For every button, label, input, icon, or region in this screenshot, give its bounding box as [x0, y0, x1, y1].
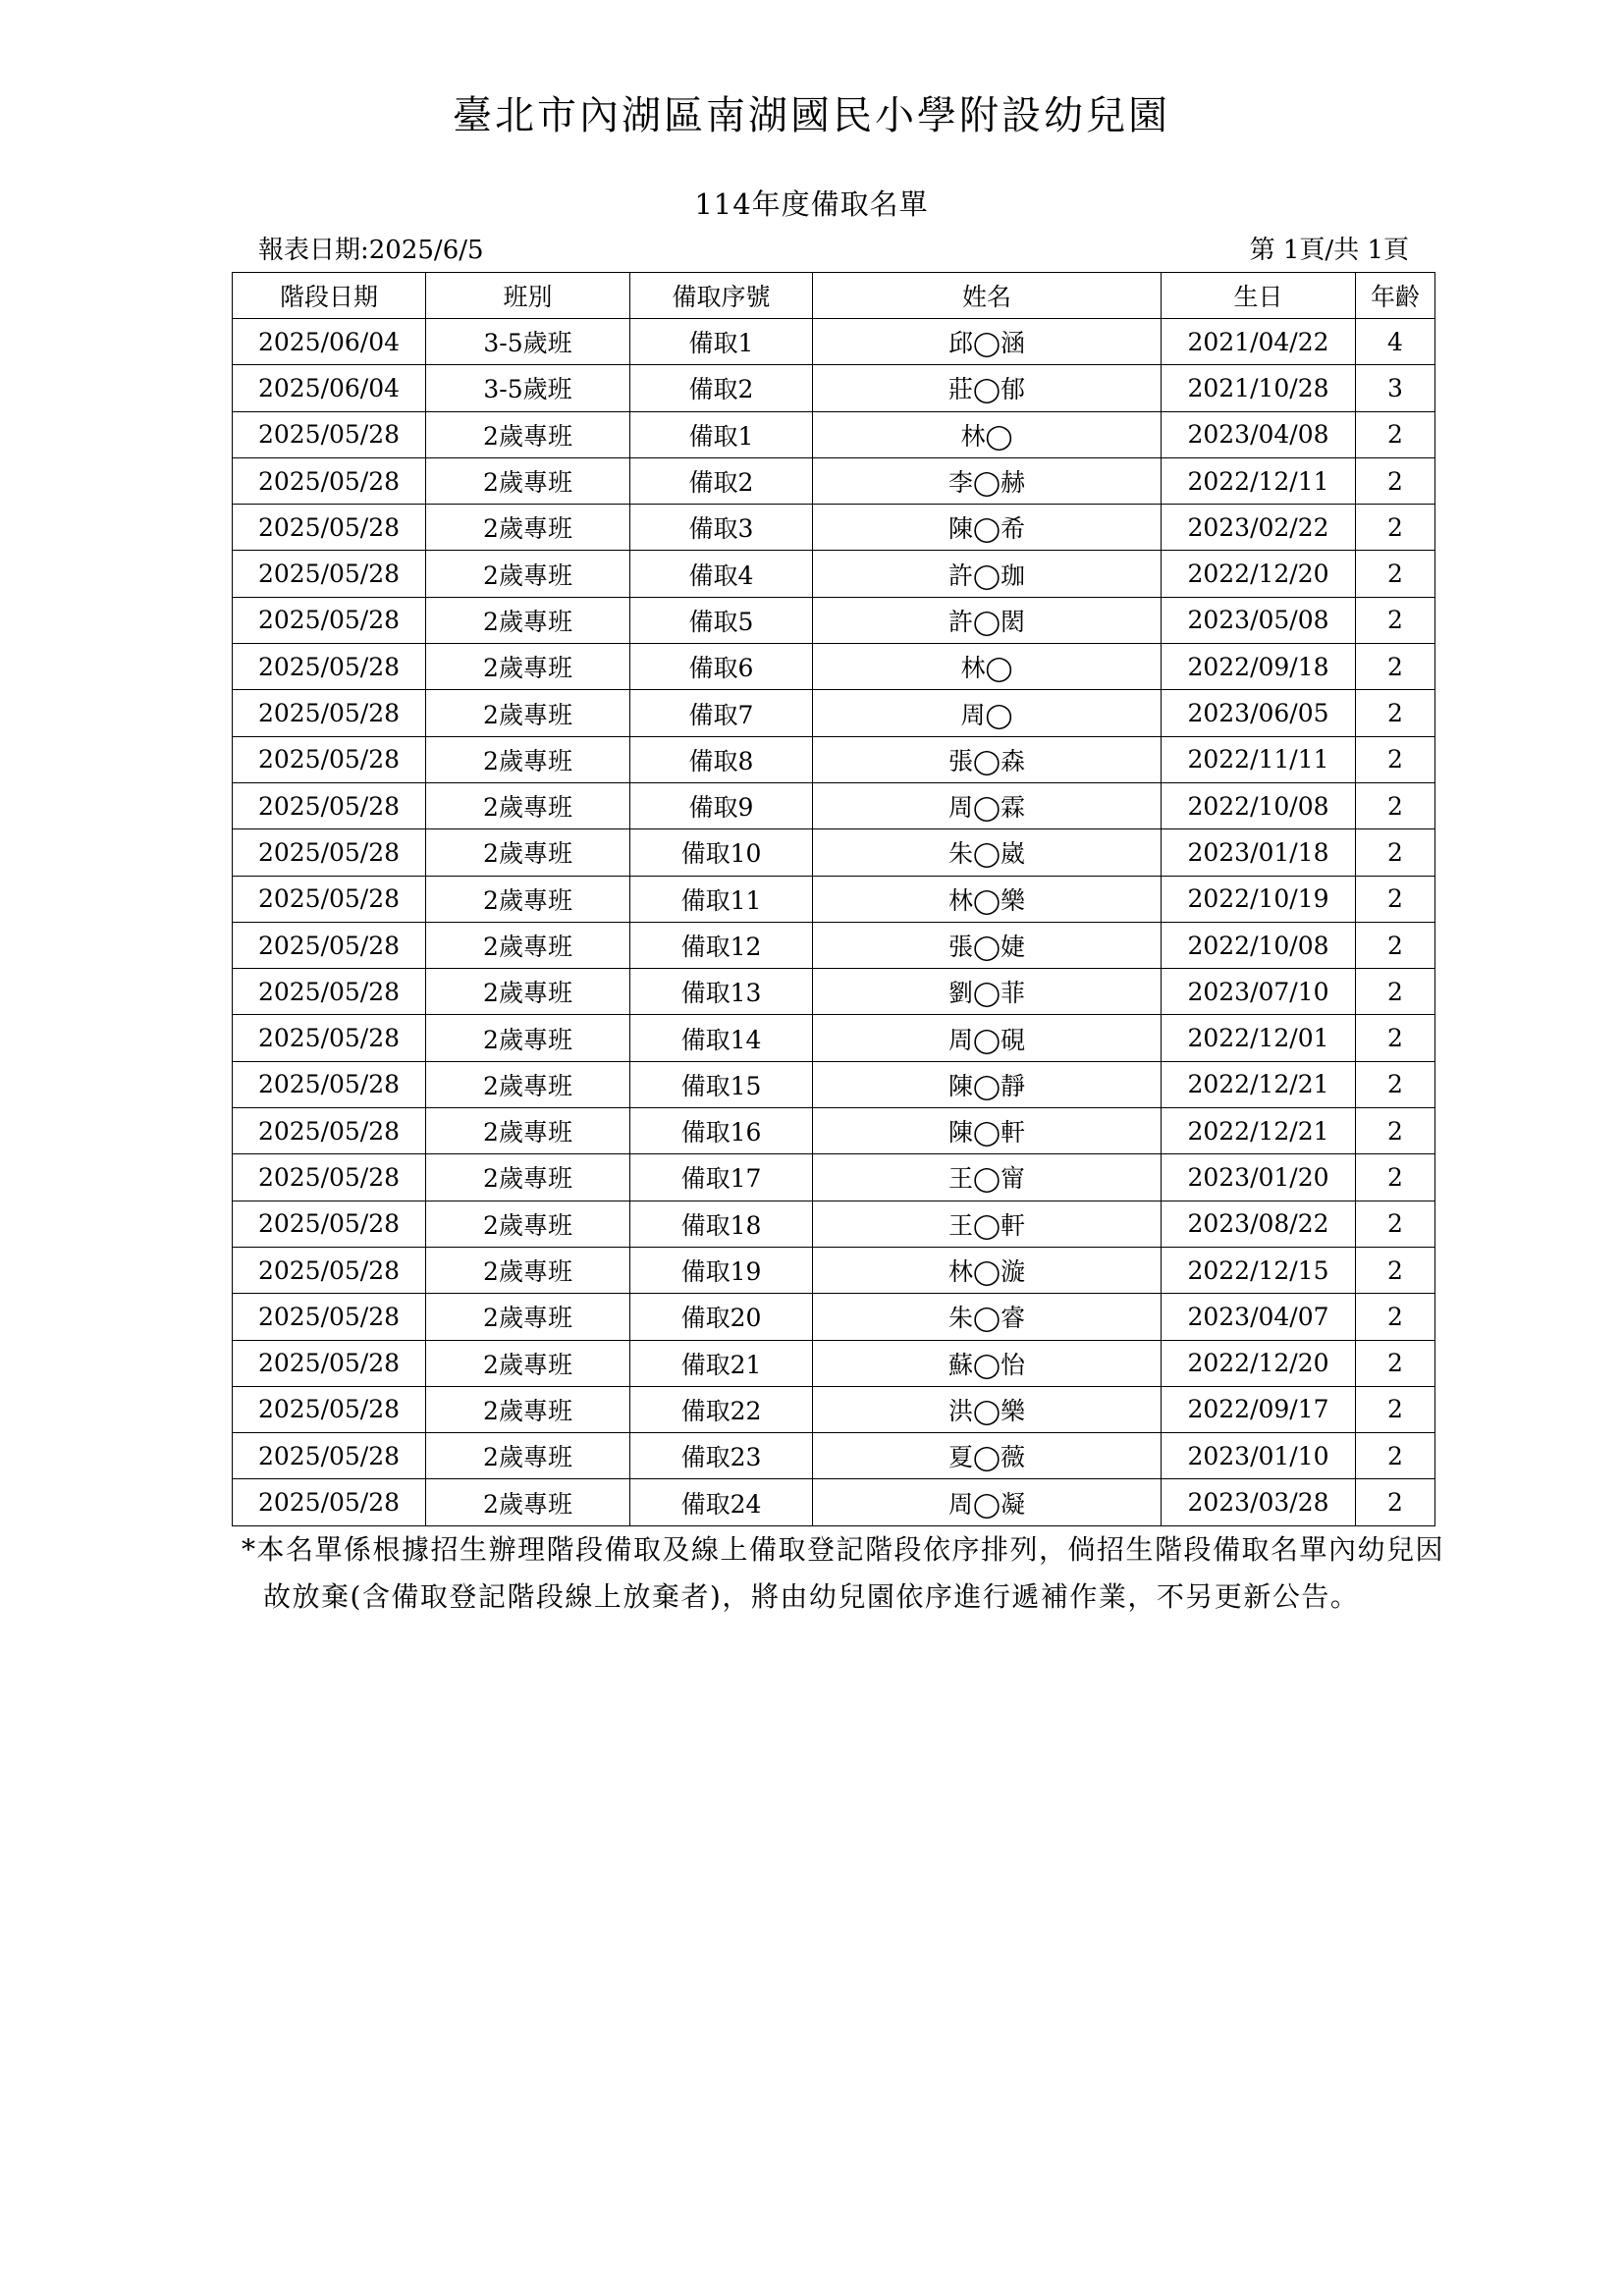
cell-stage-date: 2025/05/28 [233, 969, 426, 1015]
cell-age: 2 [1356, 736, 1435, 782]
cell-birthday: 2022/10/08 [1162, 782, 1356, 828]
cell-birthday: 2023/01/20 [1162, 1154, 1356, 1201]
cell-class: 2歲專班 [426, 1386, 630, 1432]
cell-age: 2 [1356, 1061, 1435, 1107]
cell-age: 2 [1356, 1247, 1435, 1293]
cell-name: 林◯樂 [813, 876, 1162, 922]
cell-birthday: 2022/12/11 [1162, 457, 1356, 504]
cell-birthday: 2023/01/18 [1162, 829, 1356, 876]
table-row [233, 782, 1435, 828]
cell-name: 陳◯靜 [813, 1061, 1162, 1107]
cell-stage-date: 2025/05/28 [233, 1247, 426, 1293]
cell-class: 2歲專班 [426, 505, 630, 551]
cell-class: 2歲專班 [426, 1015, 630, 1061]
cell-birthday: 2022/12/15 [1162, 1247, 1356, 1293]
table-row [233, 457, 1435, 504]
cell-age: 2 [1356, 782, 1435, 828]
cell-birthday: 2023/04/07 [1162, 1294, 1356, 1340]
cell-class: 2歲專班 [426, 551, 630, 597]
cell-stage-date: 2025/05/28 [233, 829, 426, 876]
cell-age: 2 [1356, 1015, 1435, 1061]
cell-class: 2歲專班 [426, 690, 630, 736]
cell-name: 許◯閎 [813, 597, 1162, 643]
cell-class: 2歲專班 [426, 1479, 630, 1525]
cell-class: 2歲專班 [426, 457, 630, 504]
cell-name: 許◯珈 [813, 551, 1162, 597]
cell-waitlist-number: 備取2 [630, 457, 813, 504]
cell-class: 2歲專班 [426, 829, 630, 876]
cell-birthday: 2023/04/08 [1162, 411, 1356, 457]
cell-age: 2 [1356, 411, 1435, 457]
cell-name: 林◯漩 [813, 1247, 1162, 1293]
cell-age: 2 [1356, 597, 1435, 643]
cell-name: 洪◯樂 [813, 1386, 1162, 1432]
table-row [233, 551, 1435, 597]
header-stage-date: 階段日期 [233, 273, 426, 319]
header-birthday: 生日 [1162, 273, 1356, 319]
cell-class: 2歲專班 [426, 1340, 630, 1386]
cell-class: 2歲專班 [426, 782, 630, 828]
cell-class: 2歲專班 [426, 644, 630, 690]
cell-name: 周◯硯 [813, 1015, 1162, 1061]
cell-stage-date: 2025/05/28 [233, 876, 426, 922]
cell-class: 2歲專班 [426, 411, 630, 457]
cell-stage-date: 2025/05/28 [233, 1386, 426, 1432]
table-row [233, 1386, 1435, 1432]
cell-waitlist-number: 備取23 [630, 1433, 813, 1479]
cell-class: 2歲專班 [426, 1294, 630, 1340]
cell-waitlist-number: 備取11 [630, 876, 813, 922]
cell-name: 朱◯崴 [813, 829, 1162, 876]
cell-age: 2 [1356, 1154, 1435, 1201]
cell-waitlist-number: 備取5 [630, 597, 813, 643]
cell-age: 2 [1356, 1340, 1435, 1386]
cell-name: 張◯森 [813, 736, 1162, 782]
table-body [233, 319, 1435, 1526]
cell-class: 2歲專班 [426, 876, 630, 922]
table-row [233, 1340, 1435, 1386]
table-row [233, 1061, 1435, 1107]
cell-waitlist-number: 備取24 [630, 1479, 813, 1525]
cell-waitlist-number: 備取15 [630, 1061, 813, 1107]
cell-waitlist-number: 備取16 [630, 1108, 813, 1154]
page-info: 第 1頁/共 1頁 [1249, 236, 1409, 265]
cell-waitlist-number: 備取9 [630, 782, 813, 828]
cell-class: 2歲專班 [426, 1201, 630, 1247]
cell-name: 莊◯郁 [813, 365, 1162, 411]
table-header-row [233, 273, 1435, 319]
cell-birthday: 2022/12/21 [1162, 1108, 1356, 1154]
cell-age: 2 [1356, 644, 1435, 690]
cell-age: 2 [1356, 1108, 1435, 1154]
cell-class: 3-5歲班 [426, 365, 630, 411]
cell-stage-date: 2025/05/28 [233, 1340, 426, 1386]
cell-age: 2 [1356, 1294, 1435, 1340]
cell-stage-date: 2025/05/28 [233, 782, 426, 828]
cell-age: 2 [1356, 1479, 1435, 1525]
cell-class: 2歲專班 [426, 969, 630, 1015]
cell-waitlist-number: 備取3 [630, 505, 813, 551]
cell-birthday: 2022/12/21 [1162, 1061, 1356, 1107]
table-row [233, 597, 1435, 643]
cell-stage-date: 2025/05/28 [233, 457, 426, 504]
cell-birthday: 2022/11/11 [1162, 736, 1356, 782]
cell-birthday: 2022/10/08 [1162, 922, 1356, 968]
cell-age: 2 [1356, 1201, 1435, 1247]
cell-stage-date: 2025/05/28 [233, 1061, 426, 1107]
table-row [233, 829, 1435, 876]
page-title: 臺北市內湖區南湖國民小學附設幼兒園 [453, 93, 1170, 138]
cell-birthday: 2022/09/17 [1162, 1386, 1356, 1432]
cell-name: 王◯軒 [813, 1201, 1162, 1247]
cell-waitlist-number: 備取7 [630, 690, 813, 736]
table-row [233, 319, 1435, 365]
cell-name: 陳◯軒 [813, 1108, 1162, 1154]
cell-class: 3-5歲班 [426, 319, 630, 365]
cell-birthday: 2022/12/20 [1162, 551, 1356, 597]
cell-name: 林◯ [813, 644, 1162, 690]
table-row [233, 365, 1435, 411]
cell-class: 2歲專班 [426, 1061, 630, 1107]
cell-birthday: 2023/07/10 [1162, 969, 1356, 1015]
cell-name: 周◯ [813, 690, 1162, 736]
cell-stage-date: 2025/05/28 [233, 922, 426, 968]
cell-class: 2歲專班 [426, 1433, 630, 1479]
cell-stage-date: 2025/05/28 [233, 505, 426, 551]
cell-stage-date: 2025/05/28 [233, 597, 426, 643]
cell-stage-date: 2025/05/28 [233, 1108, 426, 1154]
cell-birthday: 2021/04/22 [1162, 319, 1356, 365]
cell-waitlist-number: 備取1 [630, 319, 813, 365]
cell-stage-date: 2025/05/28 [233, 690, 426, 736]
cell-waitlist-number: 備取10 [630, 829, 813, 876]
cell-class: 2歲專班 [426, 1247, 630, 1293]
cell-birthday: 2022/09/18 [1162, 644, 1356, 690]
cell-stage-date: 2025/05/28 [233, 1433, 426, 1479]
cell-birthday: 2023/08/22 [1162, 1201, 1356, 1247]
cell-age: 2 [1356, 505, 1435, 551]
cell-stage-date: 2025/05/28 [233, 551, 426, 597]
cell-class: 2歲專班 [426, 1154, 630, 1201]
cell-stage-date: 2025/05/28 [233, 411, 426, 457]
cell-birthday: 2022/12/20 [1162, 1340, 1356, 1386]
table-row [233, 505, 1435, 551]
cell-birthday: 2023/05/08 [1162, 597, 1356, 643]
cell-waitlist-number: 備取6 [630, 644, 813, 690]
header-waitlist-number: 備取序號 [630, 273, 813, 319]
list-subtitle: 114年度備取名單 [694, 187, 929, 221]
table-row [233, 1433, 1435, 1479]
cell-name: 蘇◯怡 [813, 1340, 1162, 1386]
cell-name: 陳◯希 [813, 505, 1162, 551]
cell-birthday: 2023/01/10 [1162, 1433, 1356, 1479]
table-row [233, 411, 1435, 457]
cell-age: 2 [1356, 551, 1435, 597]
cell-birthday: 2022/12/01 [1162, 1015, 1356, 1061]
table-row [233, 690, 1435, 736]
table-row [233, 1294, 1435, 1340]
cell-name: 劉◯菲 [813, 969, 1162, 1015]
cell-age: 2 [1356, 457, 1435, 504]
cell-age: 2 [1356, 876, 1435, 922]
cell-stage-date: 2025/05/28 [233, 644, 426, 690]
cell-name: 王◯甯 [813, 1154, 1162, 1201]
cell-name: 周◯凝 [813, 1479, 1162, 1525]
cell-stage-date: 2025/05/28 [233, 1294, 426, 1340]
cell-stage-date: 2025/05/28 [233, 1201, 426, 1247]
cell-class: 2歲專班 [426, 736, 630, 782]
cell-birthday: 2023/03/28 [1162, 1479, 1356, 1525]
cell-age: 2 [1356, 969, 1435, 1015]
cell-birthday: 2022/10/19 [1162, 876, 1356, 922]
cell-name: 張◯婕 [813, 922, 1162, 968]
cell-waitlist-number: 備取17 [630, 1154, 813, 1201]
cell-waitlist-number: 備取19 [630, 1247, 813, 1293]
cell-stage-date: 2025/05/28 [233, 1015, 426, 1061]
cell-waitlist-number: 備取20 [630, 1294, 813, 1340]
header-age: 年齡 [1356, 273, 1435, 319]
cell-class: 2歲專班 [426, 597, 630, 643]
table-row [233, 1108, 1435, 1154]
cell-stage-date: 2025/05/28 [233, 736, 426, 782]
table-row [233, 922, 1435, 968]
cell-age: 4 [1356, 319, 1435, 365]
cell-stage-date: 2025/05/28 [233, 1479, 426, 1525]
cell-waitlist-number: 備取1 [630, 411, 813, 457]
table-row [233, 969, 1435, 1015]
footnote: *本名單係根據招生辦理階段備取及線上備取登記階段依序排列，倘招生階段備取名單內幼兒因故放棄(含備取登記階段線上放棄者)，將由幼兒園依序進行遞補作業，不另更新公告。 [242, 1533, 1445, 1613]
cell-age: 3 [1356, 365, 1435, 411]
cell-birthday: 2021/10/28 [1162, 365, 1356, 411]
table-row [233, 736, 1435, 782]
cell-name: 林◯ [813, 411, 1162, 457]
cell-age: 2 [1356, 1386, 1435, 1432]
cell-name: 李◯赫 [813, 457, 1162, 504]
cell-age: 2 [1356, 829, 1435, 876]
cell-waitlist-number: 備取4 [630, 551, 813, 597]
cell-class: 2歲專班 [426, 922, 630, 968]
header-name: 姓名 [813, 273, 1162, 319]
cell-age: 2 [1356, 922, 1435, 968]
header-class: 班別 [426, 273, 630, 319]
table-row [233, 1154, 1435, 1201]
cell-name: 朱◯睿 [813, 1294, 1162, 1340]
cell-waitlist-number: 備取12 [630, 922, 813, 968]
cell-waitlist-number: 備取14 [630, 1015, 813, 1061]
cell-waitlist-number: 備取18 [630, 1201, 813, 1247]
table-row [233, 644, 1435, 690]
waitlist-table [232, 272, 1435, 1526]
table-row [233, 876, 1435, 922]
cell-waitlist-number: 備取2 [630, 365, 813, 411]
table-row [233, 1479, 1435, 1525]
cell-name: 邱◯涵 [813, 319, 1162, 365]
cell-stage-date: 2025/05/28 [233, 1154, 426, 1201]
report-meta [258, 230, 1409, 266]
cell-birthday: 2023/02/22 [1162, 505, 1356, 551]
table-row [233, 1015, 1435, 1061]
cell-age: 2 [1356, 1433, 1435, 1479]
cell-stage-date: 2025/06/04 [233, 365, 426, 411]
cell-birthday: 2023/06/05 [1162, 690, 1356, 736]
report-date: 報表日期:2025/6/5 [258, 236, 484, 265]
cell-name: 周◯霖 [813, 782, 1162, 828]
cell-class: 2歲專班 [426, 1108, 630, 1154]
cell-name: 夏◯薇 [813, 1433, 1162, 1479]
table-row [233, 1247, 1435, 1293]
table-row [233, 1201, 1435, 1247]
cell-age: 2 [1356, 690, 1435, 736]
cell-stage-date: 2025/06/04 [233, 319, 426, 365]
cell-waitlist-number: 備取21 [630, 1340, 813, 1386]
cell-waitlist-number: 備取22 [630, 1386, 813, 1432]
cell-waitlist-number: 備取13 [630, 969, 813, 1015]
cell-waitlist-number: 備取8 [630, 736, 813, 782]
